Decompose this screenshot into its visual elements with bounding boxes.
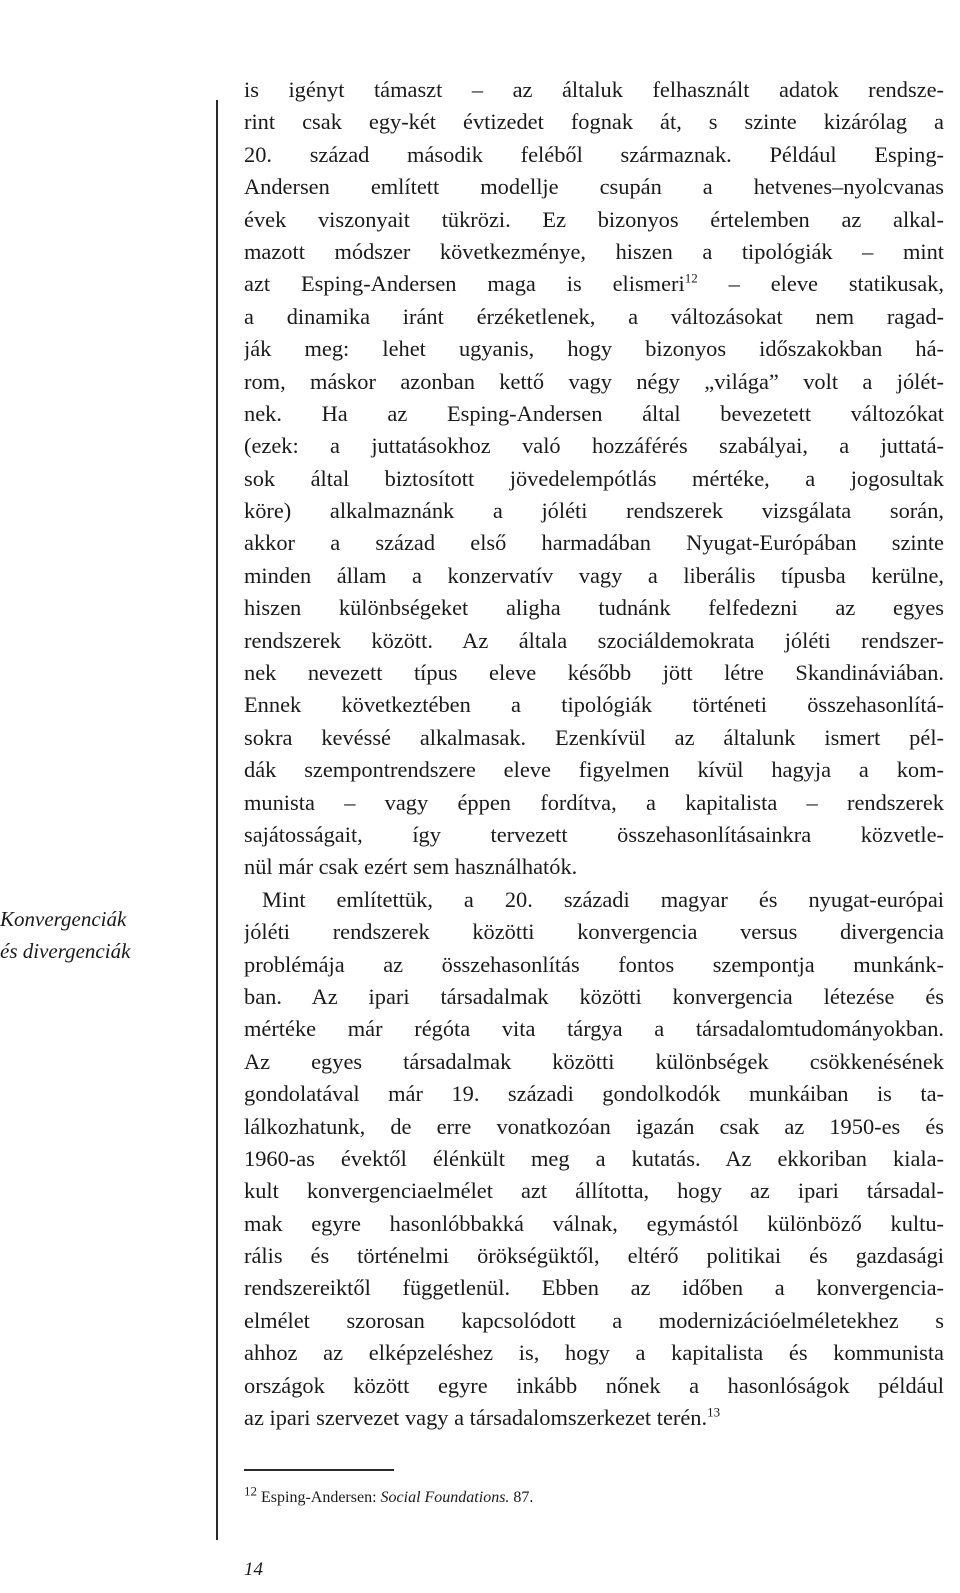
text-segment: azt Esping-Andersen maga is elismeri bbox=[244, 271, 685, 297]
text-line: elmélet szorosan kapcsolódott a modernizációelméletekhez s bbox=[244, 1307, 944, 1333]
text-line: problémája az összehasonlítás fontos szempontja munkánk- bbox=[244, 951, 944, 977]
text-line: ják meg: lehet ugyanis, hogy bizonyos időszakokban há- bbox=[244, 336, 944, 362]
footnote-12 bbox=[244, 1483, 534, 1509]
paragraph-2 bbox=[244, 884, 944, 1402]
text-line: sokra kevéssé alkalmasak. Ezenkívül az általunk ismert pél- bbox=[244, 724, 944, 750]
text-line: mazott módszer következménye, hiszen a tipológiák – mint bbox=[244, 238, 944, 264]
paragraph-1-continued bbox=[244, 301, 944, 884]
margin-note bbox=[0, 903, 205, 967]
text-line: gondolatával már 19. századi gondolkodók munkáiban is ta- bbox=[244, 1081, 944, 1107]
text-line: nül már csak ezért sem használhatók. bbox=[244, 854, 578, 880]
footnote-ref-13[interactable]: 13 bbox=[707, 1404, 721, 1420]
text-line: hiszen különbségeket aligha tudnánk felfedezni az egyes bbox=[244, 595, 944, 621]
text-line: nek nevezett típus eleve később jött létre Skandináviában. bbox=[244, 660, 944, 686]
text-line: Mint említettük, a 20. századi magyar és nyugat-európai bbox=[262, 886, 944, 912]
text-line: 1960-as évektől élénkült meg a kutatás. Az ekkoriban kiala- bbox=[244, 1145, 944, 1171]
text-line-with-footnote-ref bbox=[244, 268, 944, 300]
text-line: akkor a század első harmadában Nyugat-Európában szinte bbox=[244, 530, 944, 556]
text-line: évek viszonyait tükrözi. Ez bizonyos értelemben az alkal- bbox=[244, 206, 944, 232]
text-line: a dinamika iránt érzéketlenek, a változásokat nem ragad- bbox=[244, 303, 944, 329]
text-line: 20. század második feléből származnak. Például Esping- bbox=[244, 141, 944, 167]
text-line: ahhoz az elképzeléshez is, hogy a kapitalista és kommunista bbox=[244, 1340, 944, 1366]
footnote-title: Social Foundations. bbox=[380, 1489, 510, 1506]
text-line: (ezek: a juttatásokhoz való hozzáférés szabályai, a juttatá- bbox=[244, 433, 944, 459]
text-line: mértéke már régóta vita tárgya a társadalomtudományokban. bbox=[244, 1016, 944, 1042]
text-line: jóléti rendszerek közötti konvergencia versus divergencia bbox=[244, 919, 944, 945]
margin-note-line: és divergenciák bbox=[0, 939, 131, 963]
text-line: ban. Az ipari társadalmak közötti konvergencia létezése és bbox=[244, 983, 944, 1009]
text-line: országok között egyre inkább nőnek a hasonlóságok például bbox=[244, 1372, 944, 1398]
text-line: Az egyes társadalmak közötti különbségek csökkenésének bbox=[244, 1048, 944, 1074]
text-line-with-footnote-ref bbox=[244, 1402, 944, 1434]
text-segment: az ipari szervezet vagy a társadalomszerkezet terén. bbox=[244, 1405, 708, 1431]
text-line: nek. Ha az Esping-Andersen által bevezetett változókat bbox=[244, 400, 944, 426]
text-line: mak egyre hasonlóbbakká válnak, egymástól különböző kultu- bbox=[244, 1210, 944, 1236]
text-line: minden állam a konzervatív vagy a liberális típusba kerülne, bbox=[244, 562, 944, 588]
text-line: rom, máskor azonban kettő vagy négy „világa” volt a jólét- bbox=[244, 368, 944, 394]
text-line: Andersen említett modellje csupán a hetvenes–nyolcvanas bbox=[244, 174, 944, 200]
text-line: lálkozhatunk, de erre vonatkozóan igazán csak az 1950-es és bbox=[244, 1113, 944, 1139]
text-line: munista – vagy éppen fordítva, a kapitalista – rendszerek bbox=[244, 789, 944, 815]
text-line: dák szempontrendszere eleve figyelmen kívül hagyja a kom- bbox=[244, 757, 944, 783]
vertical-margin-rule bbox=[216, 100, 218, 1540]
footnote-separator bbox=[244, 1469, 394, 1471]
footnote-author: Esping-Andersen: bbox=[261, 1489, 381, 1506]
page-number: 14 bbox=[244, 1559, 263, 1580]
text-line: Ennek következtében a tipológiák történeti összehasonlítá- bbox=[244, 692, 944, 718]
margin-note-line: Konvergenciák bbox=[0, 907, 127, 931]
text-line: is igényt támaszt – az általuk felhasznált adatok rendsze- bbox=[244, 77, 944, 102]
text-line: rendszerek között. Az általa szociáldemokrata jóléti rendszer- bbox=[244, 627, 944, 653]
text-line: rális és történelmi örökségüktől, eltérő politikai és gazdasági bbox=[244, 1243, 944, 1269]
text-line: sok által biztosított jövedelempótlás mértéke, a jogosultak bbox=[244, 465, 944, 491]
text-line: köre) alkalmaznánk a jóléti rendszerek vizsgálata során, bbox=[244, 498, 944, 524]
footnote-number: 12 bbox=[244, 1483, 257, 1499]
footnote-ref-12[interactable]: 12 bbox=[684, 270, 698, 286]
text-segment: – eleve statikusak, bbox=[697, 271, 944, 297]
text-line: sajátosságait, így tervezett összehasonlításainkra közvetle- bbox=[244, 821, 944, 847]
text-line: kult konvergenciaelmélet azt állította, hogy az ipari társadal- bbox=[244, 1178, 944, 1204]
footnote-page: 87. bbox=[509, 1489, 534, 1506]
text-line: rendszereiktől függetlenül. Ebben az időben a konvergencia- bbox=[244, 1275, 944, 1301]
body-text bbox=[244, 74, 944, 1434]
paragraph-1 bbox=[244, 74, 944, 268]
text-line: rint csak egy-két évtizedet fognak át, s szinte kizárólag a bbox=[244, 109, 944, 135]
